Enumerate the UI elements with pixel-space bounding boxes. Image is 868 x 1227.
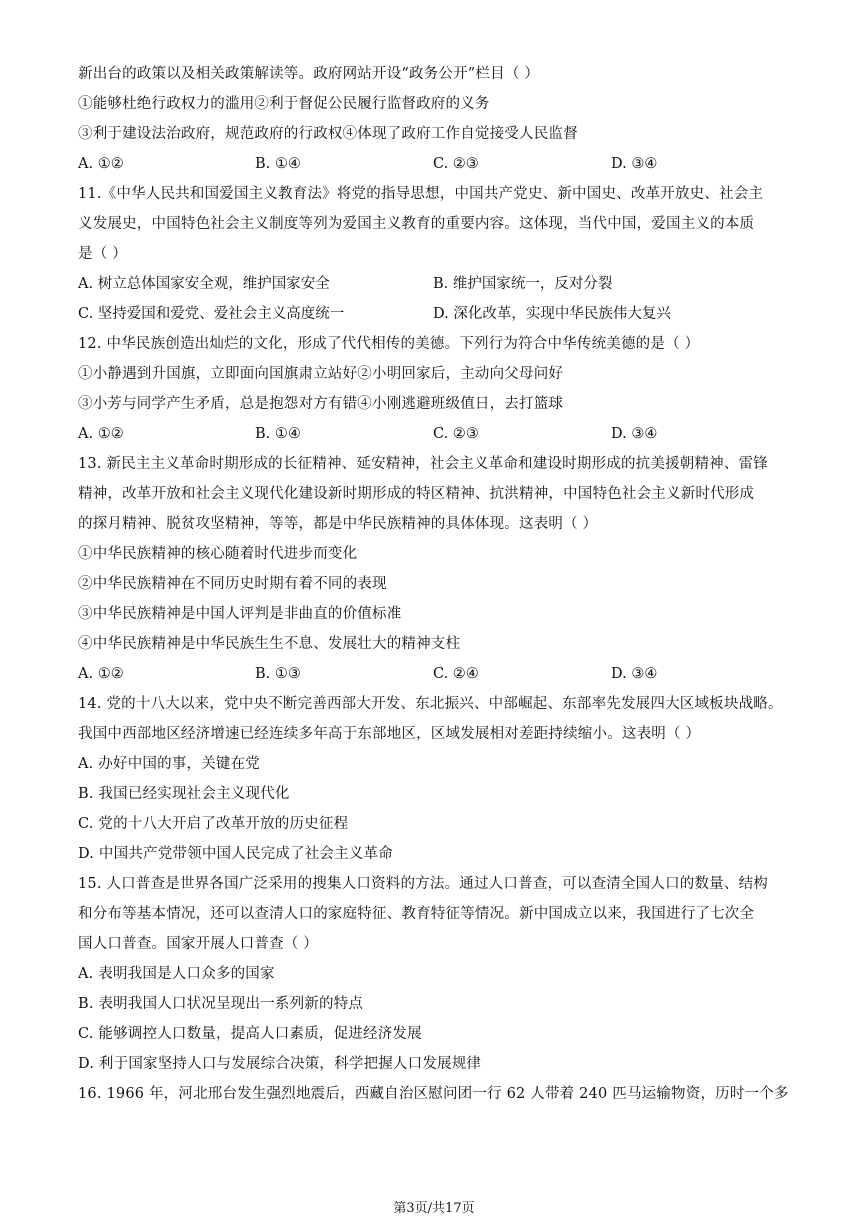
q12-option-a: A. ①②	[78, 426, 124, 442]
q15-stem-line: 国人口普查。国家开展人口普查（ ）	[78, 936, 319, 952]
q10-statement-line: ③利于建设法治政府，规范政府的行政权④体现了政府工作自觉接受人民监督	[78, 126, 578, 142]
q13-option-d: D. ③④	[611, 666, 658, 682]
q12-option-b: B. ①④	[255, 426, 301, 442]
q14-option-b: B. 我国已经实现社会主义现代化	[78, 786, 290, 802]
q13-stem-line: 的探月精神、脱贫攻坚精神，等等，都是中华民族精神的具体体现。这表明（ ）	[78, 516, 598, 532]
q15-stem-line: 和分布等基本情况，还可以查清人口的家庭特征、教育特征等情况。新中国成立以来，我国进行了七次全	[78, 906, 755, 922]
q15-option-b: B. 表明我国人口状况呈现出一系列新的特点	[78, 996, 364, 1012]
q10-option-c: C. ②③	[433, 156, 479, 172]
q15-option-d: D. 利于国家坚持人口与发展综合决策，科学把握人口发展规律	[78, 1056, 482, 1072]
q10-option-a: A. ①②	[78, 156, 124, 172]
q12-statement-line: ①小静遇到升国旗，立即面向国旗肃立站好②小明回家后，主动向父母问好	[78, 366, 564, 382]
q14-option-d: D. 中国共产党带领中国人民完成了社会主义革命	[78, 846, 393, 862]
q11-stem-line: 11.《中华人民共和国爱国主义教育法》将党的指导思想，中国共产党史、新中国史、改革开放史、社会主	[78, 186, 764, 202]
q15-option-c: C. 能够调控人口数量，提高人口素质，促进经济发展	[78, 1026, 422, 1042]
q13-option-a: A. ①②	[78, 666, 124, 682]
q14-stem-line: 14. 党的十八大以来，党中央不断完善西部大开发、东北振兴、中部崛起、东部率先发展四大区域板块战略。	[78, 696, 783, 712]
q13-option-b: B. ①③	[255, 666, 301, 682]
q13-statement-line: ②中华民族精神在不同历史时期有着不同的表现	[78, 576, 387, 592]
q14-option-c: C. 党的十八大开启了改革开放的历史征程	[78, 816, 349, 832]
q15-stem-line: 15. 人口普查是世界各国广泛采用的搜集人口资料的方法。通过人口普查，可以查清全国人口的数量、结构	[78, 876, 768, 892]
q12-option-d: D. ③④	[611, 426, 658, 442]
q14-option-a: A. 办好中国的事，关键在党	[78, 756, 260, 772]
q14-stem-line: 我国中西部地区经济增速已经连续多年高于东部地区，区域发展相对差距持续缩小。这表明（ ）	[78, 726, 701, 742]
q11-stem-line: 是（ ）	[78, 246, 127, 262]
q12-stem-line: 12. 中华民族创造出灿烂的文化，形成了代代相传的美德。下列行为符合中华传统美德的是（ ）	[78, 336, 700, 352]
q10-stem-line: 新出台的政策以及相关政策解读等。政府网站开设“政务公开”栏目（ ）	[78, 66, 540, 82]
q13-statement-line: ①中华民族精神的核心随着时代进步而变化	[78, 546, 358, 562]
q10-option-d: D. ③④	[611, 156, 658, 172]
q13-statement-line: ④中华民族精神是中华民族生生不息、发展壮大的精神支柱	[78, 636, 461, 652]
q15-option-a: A. 表明我国是人口众多的国家	[78, 966, 275, 982]
q12-option-c: C. ②③	[433, 426, 479, 442]
q11-option-b: B. 维护国家统一，反对分裂	[433, 276, 613, 292]
q13-stem-line: 13. 新民主主义革命时期形成的长征精神、延安精神，社会主义革命和建设时期形成的抗美援朝精神、雷锋	[78, 456, 768, 472]
q11-stem-line: 义发展史，中国特色社会主义制度等列为爱国主义教育的重要内容。这体现，当代中国，爱国主义的本质	[78, 216, 755, 232]
q13-stem-line: 精神，改革开放和社会主义现代化建设新时期形成的特区精神、抗洪精神，中国特色社会主义新时代形成	[78, 486, 755, 502]
q12-statement-line: ③小芳与同学产生矛盾，总是抱怨对方有错④小刚逃避班级值日，去打篮球	[78, 396, 564, 412]
q13-statement-line: ③中华民族精神是中国人评判是非曲直的价值标准	[78, 606, 402, 622]
q16-stem-line: 16. 1966 年，河北邢台发生强烈地震后，西藏自治区慰问团一行 62 人带着 240 匹马运输物资，历时一个多	[78, 1086, 789, 1102]
q11-option-d: D. 深化改革，实现中华民族伟大复兴	[433, 306, 671, 322]
q11-option-c: C. 坚持爱国和爱党、爱社会主义高度统一	[78, 306, 345, 322]
q11-option-a: A. 树立总体国家安全观，维护国家安全	[78, 276, 330, 292]
q10-option-b: B. ①④	[255, 156, 301, 172]
q10-statement-line: ①能够杜绝行政权力的滥用②利于督促公民履行监督政府的义务	[78, 96, 490, 112]
page-number: 第3页/共17页	[393, 1201, 475, 1216]
q13-option-c: C. ②④	[433, 666, 479, 682]
